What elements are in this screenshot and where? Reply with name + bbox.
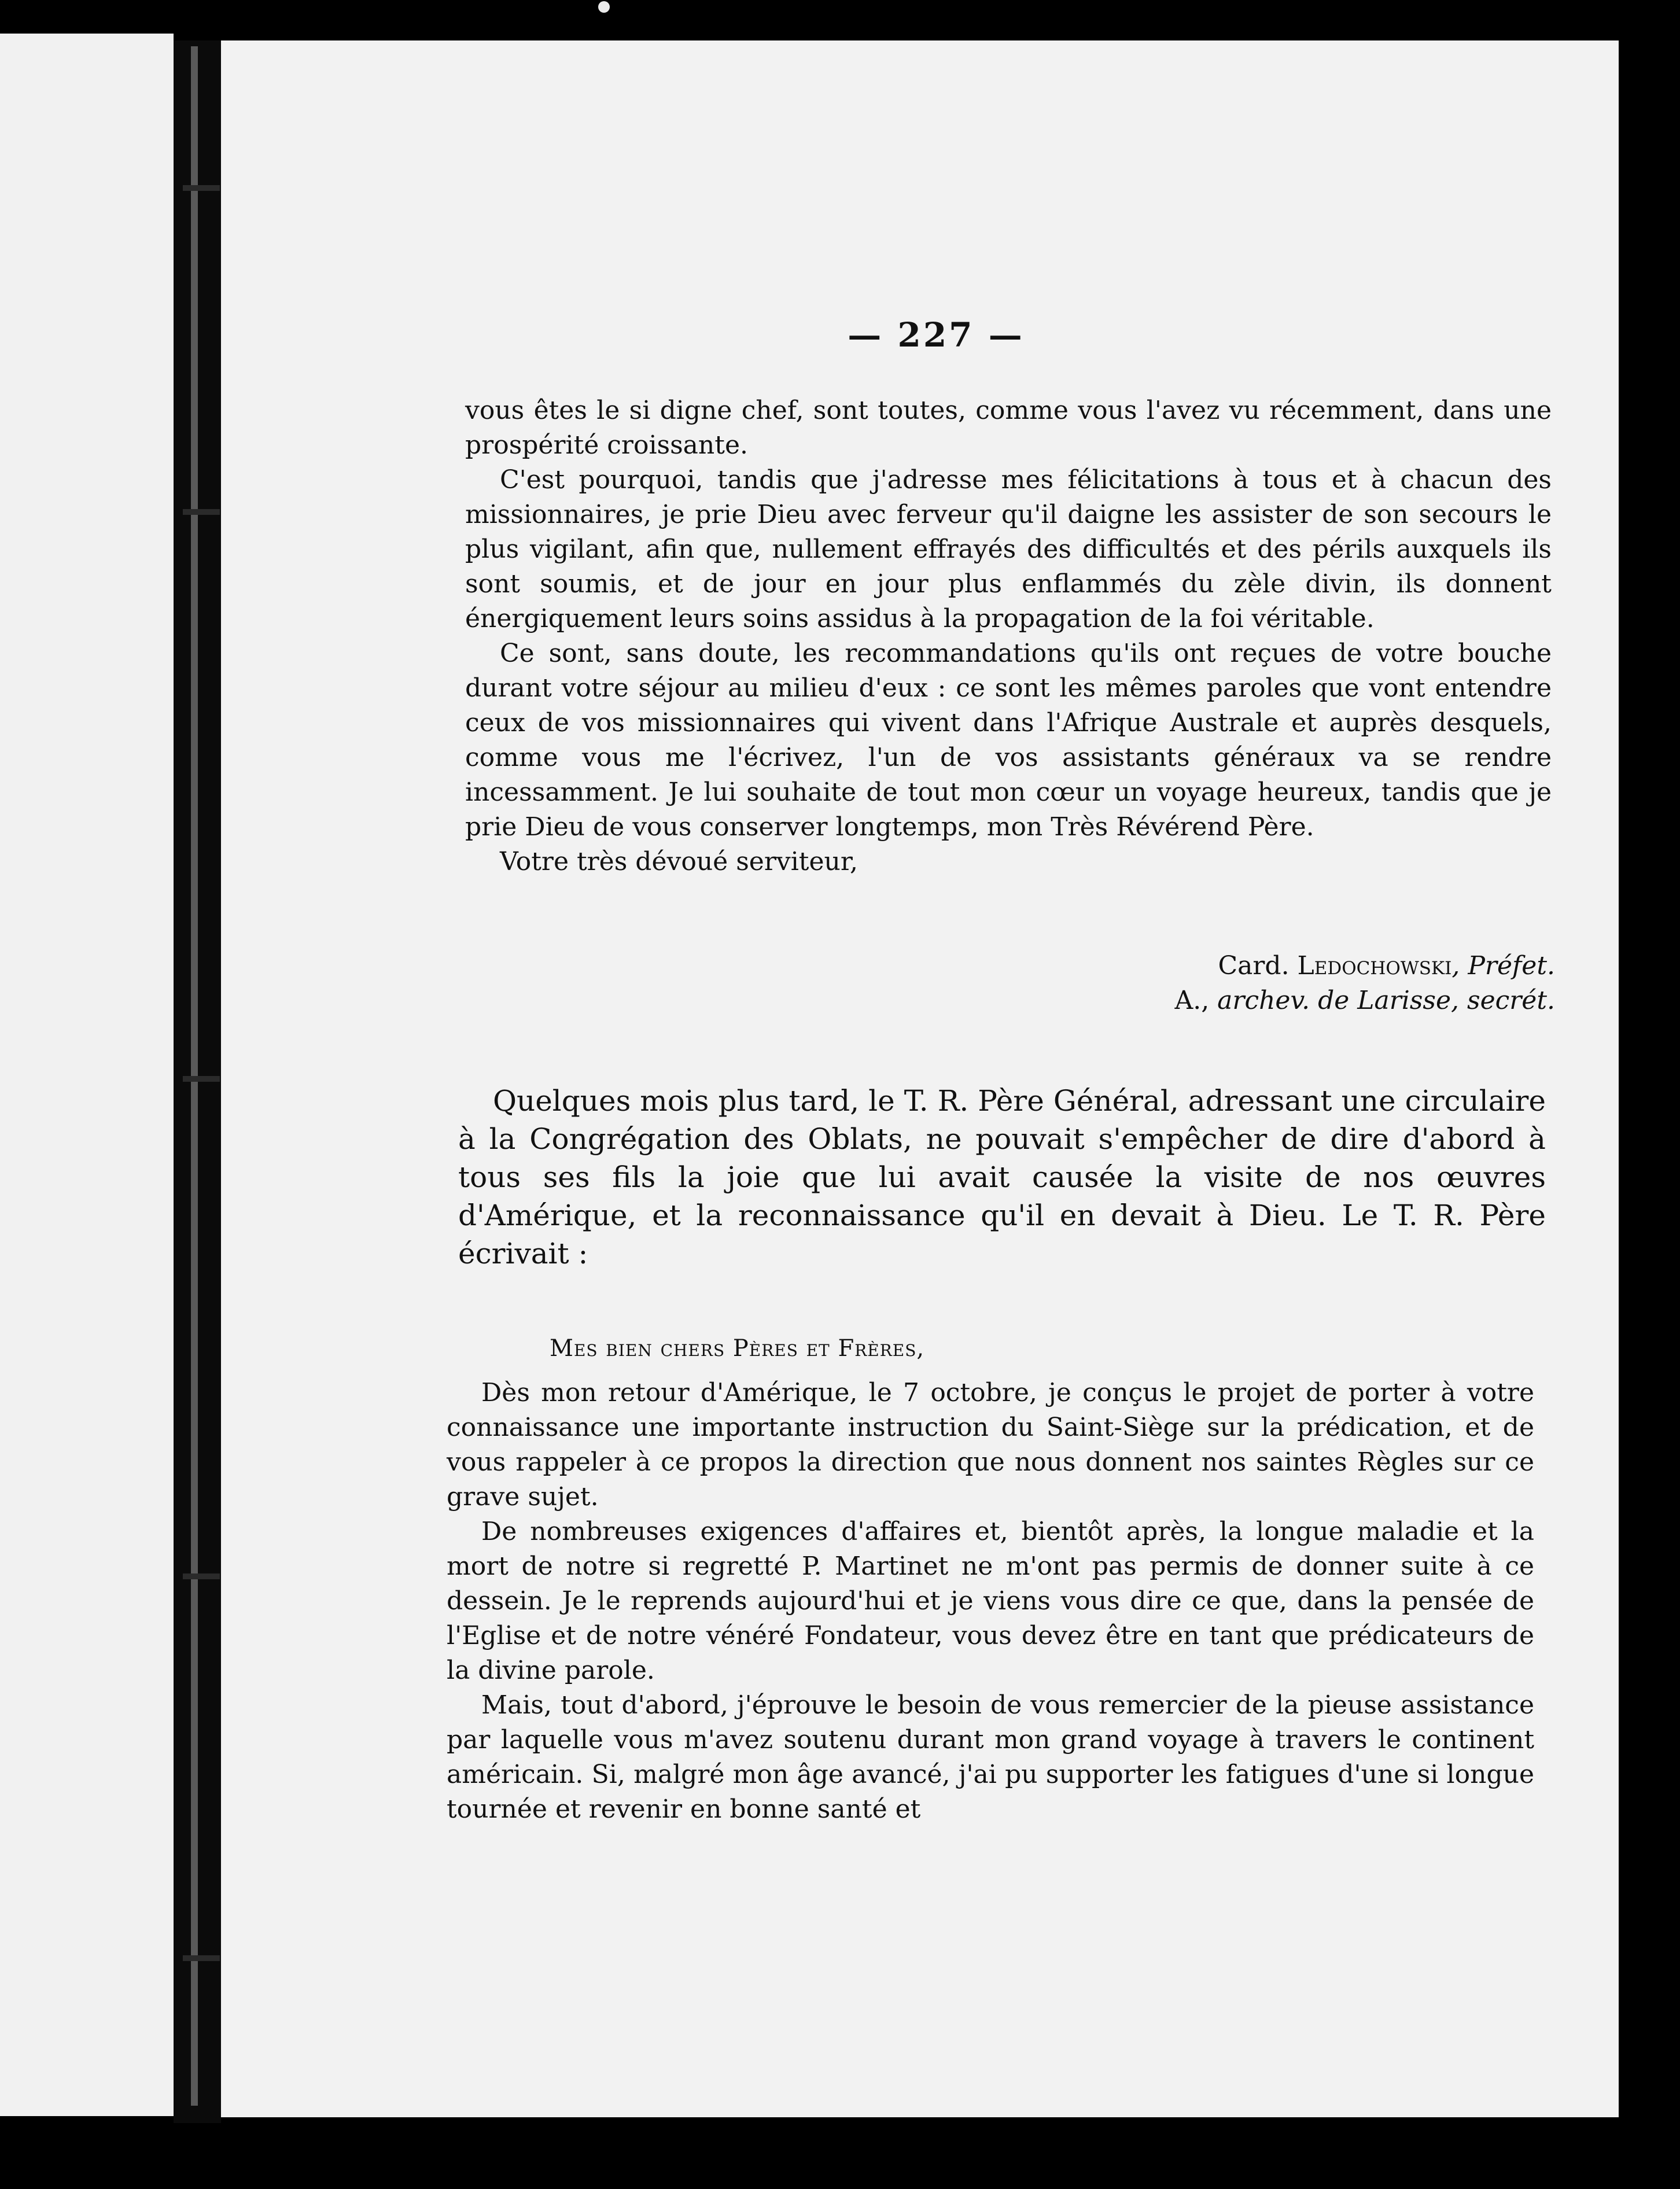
signatory-role: archev. de Larisse, secrét.	[1217, 986, 1555, 1015]
signatory-title: , Préfet.	[1451, 951, 1555, 981]
signature-line-2	[1174, 983, 1555, 1018]
facing-page	[0, 34, 174, 2116]
paper-mark	[598, 1, 610, 13]
paragraph: vous êtes le si digne chef, sont toutes, comme vous l'avez vu récemment, dans une prospérité croissante.	[465, 396, 1552, 460]
paragraph: Mais, tout d'abord, j'éprouve le besoin de vous remercier de la pieuse assistance par laquelle vous m'avez soutenu durant mon grand voyage à travers le continent américain. Si, malgré mon âge avancé, j'ai pu supporter les fatigues d'une si longue tournée et revenir en bonne santé et	[447, 1690, 1534, 1824]
signature-prefix: A.,	[1174, 986, 1218, 1015]
intro-paragraph: Quelques mois plus tard, le T. R. Père Général, adressant une circulaire à la Congrégation des Oblats, ne pouvait s'empêcher de dire d'abord à tous ses fils la joie que lui avait causée la visite de nos œuvres d'Amérique, et la reconnaissance qu'il en devait à Dieu. Le T. R. Père écrivait :	[458, 1084, 1546, 1270]
intro-block	[458, 1082, 1546, 1273]
binding-thread	[183, 185, 220, 191]
binding-thread	[183, 1955, 220, 1961]
letter-body	[465, 393, 1552, 879]
paragraph: Dès mon retour d'Amérique, le 7 octobre, je conçus le projet de porter à votre connaissance une importante instruction du Saint-Siège sur la prédication, et de vous rappeler à ce propos la direction que nous donnent nos saintes Règles sur ce grave sujet.	[447, 1378, 1534, 1512]
binding-thread	[183, 1076, 220, 1082]
salutation: Mes bien chers Pères et Frères,	[550, 1335, 925, 1362]
paragraph: De nombreuses exigences d'affaires et, bientôt après, la longue maladie et la mort de notre si regretté P. Martinet ne m'ont pas permis de donner suite à ce dessein. Je le reprends aujourd'hui et je viens vous dire ce que, dans la pensée de l'Eglise et de notre vénéré Fondateur, vous devez être en tant que prédicateurs de la divine parole.	[447, 1517, 1534, 1685]
book-page	[221, 40, 1619, 2117]
closing-line: Votre très dévoué serviteur,	[500, 847, 859, 876]
binding-thread	[183, 509, 220, 515]
signature-prefix: Card.	[1218, 951, 1298, 981]
circular-body	[447, 1376, 1534, 1827]
page-number: — 227 —	[848, 315, 1025, 355]
paragraph: C'est pourquoi, tandis que j'adresse mes félicitations à tous et à chacun des missionnaires, je prie Dieu avec ferveur qu'il daigne les assister de son secours le plus vigilant, afin que, nullement effrayés des difficultés et des périls auxquels ils sont soumis, et de jour en jour plus enflammés du zèle divin, ils donnent énergiquement leurs soins assidus à la propagation de la foi véritable.	[465, 465, 1552, 633]
binding-thread	[183, 1573, 220, 1579]
signatory-name: Ledochowski	[1297, 951, 1452, 981]
paragraph: Ce sont, sans doute, les recommandations qu'ils ont reçues de votre bouche durant votre séjour au milieu d'eux : ce sont les mêmes paroles que vont entendre ceux de vos missionnaires qui vivent dans l'Afrique Australe et auprès desquels, comme vous me l'écrivez, l'un de vos assistants généraux va se rendre incessamment. Je lui souhaite de tout mon cœur un voyage heureux, tandis que je prie Dieu de vous conserver longtemps, mon Très Révérend Père.	[465, 639, 1552, 842]
signature-line-1	[1218, 949, 1555, 983]
